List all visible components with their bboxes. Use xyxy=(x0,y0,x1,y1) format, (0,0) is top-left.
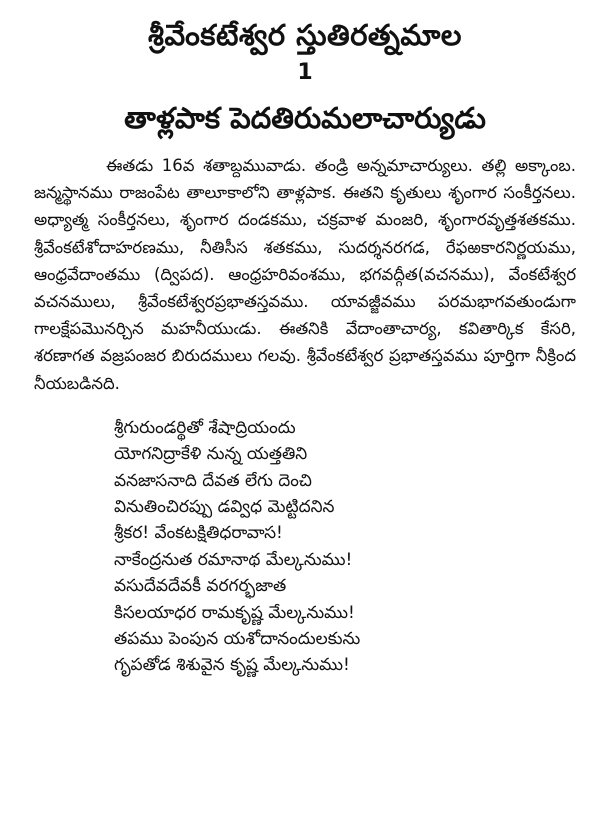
verse-line: శ్రీకర! వేంకటక్షితిధరావాస! xyxy=(114,523,283,544)
chapter-number: 1 xyxy=(297,60,313,85)
verse-line: వినుతించిరప్పు డవ్విధ మెట్టిదనిన xyxy=(114,497,335,518)
page-title: శ్రీవేంకటేశ్వర స్తుతిరత్నమాల xyxy=(148,18,462,52)
verse-line: నాకేంద్రనుత రమానాథ మేల్కనుము! xyxy=(114,549,353,570)
verse-line: వసుదేవదేవకీ వరగర్భజాత xyxy=(114,576,287,597)
verse-line: వనజాసనాది దేవత లేగు దెంచి xyxy=(114,470,312,491)
biography-paragraph: ఈతడు 16వ శతాబ్దమువాడు. తండ్రి అన్నమాచార్యులు. తల్లి అక్కాంబ. జన్మస్థానము రాజంపేట తాలూకాలోని తాళ్లపాక. ఈతని కృతులు శృంగార సంకీర్తనలు. అధ్యాత్మ సంకీర్తనలు, శృంగార దండకము, చక్రవాళ మంజరి, శృంగారవృత్తశతకము. శ్రీవేంకటేశోదాహరణము, నీతిసీస శతకము, సుదర్శనరగడ, రేఫఱకారనిర్ణయము, ఆంధ్రవేదాంతము (ద్విపద). ఆంధ్రహరివంశము, భగవద్గీత(వచనము), వేంకటేశ్వర వచనములు, శ్రీవేంకటేశ్వరప్రభాతస్తవము. యావజ్జీవము పరమభాగవతుండుగా గాలక్షేపమొనర్చిన మహనీయుఁడు. ఈతనికి వేదాంతాచార్య, కవితార్కిక కేసరి, శరణాగత వజ్రపంజర బిరుదములు గలవు. శ్రీవేంకటేశ్వర ప్రభాతస్తవము పూర్తిగా నీక్రింద నీయబడినది. xyxy=(34,156,576,393)
verse-line: కిసలయాధర రామకృష్ణ మేల్కనుము! xyxy=(114,602,355,623)
verse-line: యోగనిద్రాకేళి నున్న యత్తతిని xyxy=(114,444,308,465)
verse-line: శ్రీగురుండర్థితో శేషాద్రియందు xyxy=(114,417,296,438)
author-heading: తాళ్లపాక పెదతిరుమలాచార్యుడు xyxy=(124,101,486,135)
verse-block xyxy=(114,415,576,679)
verse-line: తపము పెంపున యశోదానందులకును xyxy=(114,629,361,650)
verse-line: గృపతోడ శిశువైన కృష్ణ మేల్కనుము! xyxy=(114,655,350,676)
